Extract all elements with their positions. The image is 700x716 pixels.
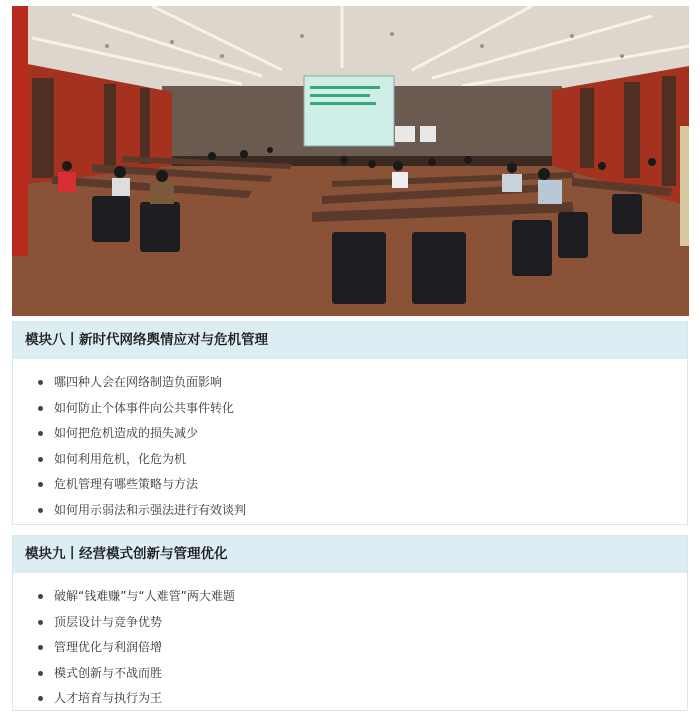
bullet-icon	[38, 671, 43, 676]
module-item-list	[13, 573, 687, 714]
list-item: 顶层设计与竞争优势	[13, 610, 687, 636]
bullet-icon	[38, 696, 43, 701]
bullet-icon	[38, 482, 43, 487]
bullet-icon	[38, 406, 43, 411]
module-title: 模块九丨经营模式创新与管理优化	[13, 536, 687, 573]
module-item-list	[13, 359, 687, 526]
module-card	[12, 535, 688, 711]
list-item: 模式创新与不战而胜	[13, 661, 687, 687]
bullet-icon	[38, 380, 43, 385]
conference-room-illustration	[12, 6, 689, 316]
bullet-icon	[38, 620, 43, 625]
list-item: 危机管理有哪些策略与方法	[13, 472, 687, 498]
list-item: 如何防止个体事件向公共事件转化	[13, 396, 687, 422]
bullet-icon	[38, 508, 43, 513]
bullet-icon	[38, 431, 43, 436]
module-title: 模块八丨新时代网络舆情应对与危机管理	[13, 322, 687, 359]
bullet-icon	[38, 457, 43, 462]
list-item: 哪四种人会在网络制造负面影响	[13, 370, 687, 396]
module-card	[12, 321, 688, 525]
list-item: 破解“钱难赚”与“人难管”两大难题	[13, 584, 687, 610]
list-item: 管理优化与利润倍增	[13, 635, 687, 661]
bullet-icon	[38, 594, 43, 599]
list-item: 如何把危机造成的损失减少	[13, 421, 687, 447]
list-item: 人才培育与执行为王	[13, 686, 687, 712]
conference-photo	[12, 6, 689, 316]
list-item: 如何用示弱法和示强法进行有效谈判	[13, 498, 687, 524]
list-item: 如何利用危机，化危为机	[13, 447, 687, 473]
bullet-icon	[38, 645, 43, 650]
